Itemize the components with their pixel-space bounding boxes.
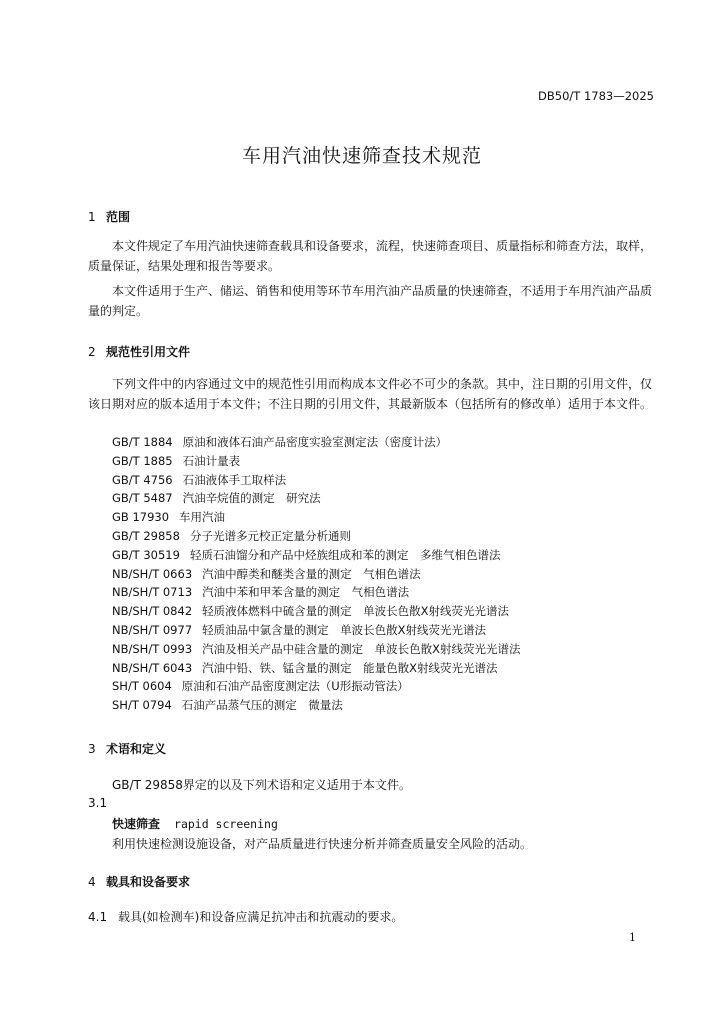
section-3-intro: GB/T 29858界定的以及下列术语和定义适用于本文件。	[112, 778, 411, 792]
reference-item	[112, 452, 521, 471]
reference-code: SH/T 0604	[112, 679, 172, 694]
reference-title: 轻质石油馏分和产品中烃族组成和苯的测定 多维气相色谱法	[189, 547, 501, 562]
term-english: rapid screening	[174, 817, 278, 831]
reference-code: NB/SH/T 0663	[112, 566, 193, 581]
reference-item	[112, 677, 521, 696]
reference-code: GB/T 1885	[112, 453, 173, 468]
document-title: 车用汽油快速筛查技术规范	[241, 145, 482, 167]
reference-code: GB/T 1884	[112, 435, 173, 449]
reference-title: 轻质液体燃料中硫含量的测定 单波长色散X射线荧光光谱法	[202, 604, 510, 619]
reference-title: 汽油中苯和甲苯含量的测定 气相色谱法	[202, 585, 410, 600]
reference-title: 汽油中醇类和醚类含量的测定 气相色谱法	[202, 566, 421, 581]
section-number: 1	[88, 210, 96, 224]
reference-title: 汽油及相关产品中硅含量的测定 单波长色散X射线荧光光谱法	[202, 641, 521, 656]
reference-item	[112, 696, 521, 715]
reference-item	[112, 621, 521, 640]
section-2-intro: 下列文件中的内容通过文中的规范性引用而构成本文件必不可少的条款。其中，注日期的引用文件，仅该日期对应的版本适用于本文件；不注日期的引用文件，其最新版本（包括所有的修改单）适用于本文件。	[88, 377, 653, 411]
reference-title: 分子光谱多元校正定量分析通则	[189, 528, 351, 543]
reference-title: 汽油中铅、铁、锰含量的测定 能量色散X射线荧光光谱法	[202, 660, 498, 675]
subsection-number: 4.1	[88, 910, 108, 924]
reference-code: GB/T 4756	[112, 472, 173, 487]
section-3-heading	[88, 740, 166, 757]
section-title: 术语和定义	[106, 742, 167, 756]
reference-item	[112, 659, 521, 678]
section-1-paragraph-2: 本文件适用于生产、储运、销售和使用等环节车用汽油产品质量的快速筛查，不适用于车用汽油产品质量的判定。	[88, 284, 653, 318]
reference-item	[112, 546, 521, 565]
reference-code: NB/SH/T 6043	[112, 660, 193, 675]
reference-item	[112, 640, 521, 659]
section-4-heading	[88, 873, 190, 890]
standard-code: DB50/T 1783—2025	[538, 89, 654, 103]
reference-item	[112, 583, 521, 602]
reference-code: GB/T 29858	[112, 528, 180, 543]
reference-item	[112, 489, 521, 508]
reference-code: GB/T 30519	[112, 547, 180, 562]
page-number: 1	[629, 931, 636, 944]
reference-item	[112, 602, 521, 621]
reference-title: 汽油辛烷值的测定 研究法	[182, 491, 321, 506]
section-title: 载具和设备要求	[106, 875, 191, 889]
reference-code: NB/SH/T 0713	[112, 585, 193, 600]
reference-code: GB 17930	[112, 510, 170, 525]
reference-title: 石油液体手工取样法	[182, 472, 287, 487]
reference-item	[112, 508, 521, 527]
subsection-4-1	[88, 908, 403, 925]
section-1-paragraph-1: 本文件规定了车用汽油快速筛查载具和设备要求，流程，快速筛查项目、质量指标和筛查方法，取样，质量保证，结果处理和报告等要求。	[88, 239, 653, 273]
section-number: 3	[88, 742, 96, 756]
reference-list	[112, 433, 521, 715]
reference-title: 原油和液体石油产品密度实验室测定法（密度计法）	[182, 435, 448, 449]
reference-item	[112, 433, 521, 452]
reference-code: NB/SH/T 0977	[112, 622, 193, 637]
term-chinese: 快速筛查	[112, 817, 161, 831]
section-2-heading	[88, 343, 190, 360]
reference-item	[112, 471, 521, 490]
reference-title: 石油产品蒸气压的测定 微量法	[181, 698, 343, 713]
term-number: 3.1	[88, 796, 108, 810]
subsection-text: 载具(如检测车)和设备应满足抗冲击和抗震动的要求。	[118, 910, 404, 924]
section-title: 规范性引用文件	[106, 345, 191, 359]
term-definition: 利用快速检测设施设备，对产品质量进行快速分析并筛查质量安全风险的活动。	[112, 837, 533, 851]
section-number: 2	[88, 345, 96, 359]
section-number: 4	[88, 875, 96, 889]
reference-code: NB/SH/T 0842	[112, 604, 193, 619]
reference-item	[112, 527, 521, 546]
term-heading	[112, 815, 278, 832]
reference-title: 原油和石油产品密度测定法（U形振动管法）	[181, 679, 409, 694]
reference-code: GB/T 5487	[112, 491, 173, 506]
reference-item	[112, 565, 521, 584]
reference-title: 轻质油品中氯含量的测定 单波长色散X射线荧光光谱法	[202, 622, 487, 637]
reference-title: 车用汽油	[179, 510, 226, 525]
section-1-heading	[88, 208, 130, 225]
reference-title: 石油计量表	[182, 453, 241, 468]
section-title: 范围	[106, 210, 131, 224]
reference-code: NB/SH/T 0993	[112, 641, 193, 656]
reference-code: SH/T 0794	[112, 698, 172, 713]
